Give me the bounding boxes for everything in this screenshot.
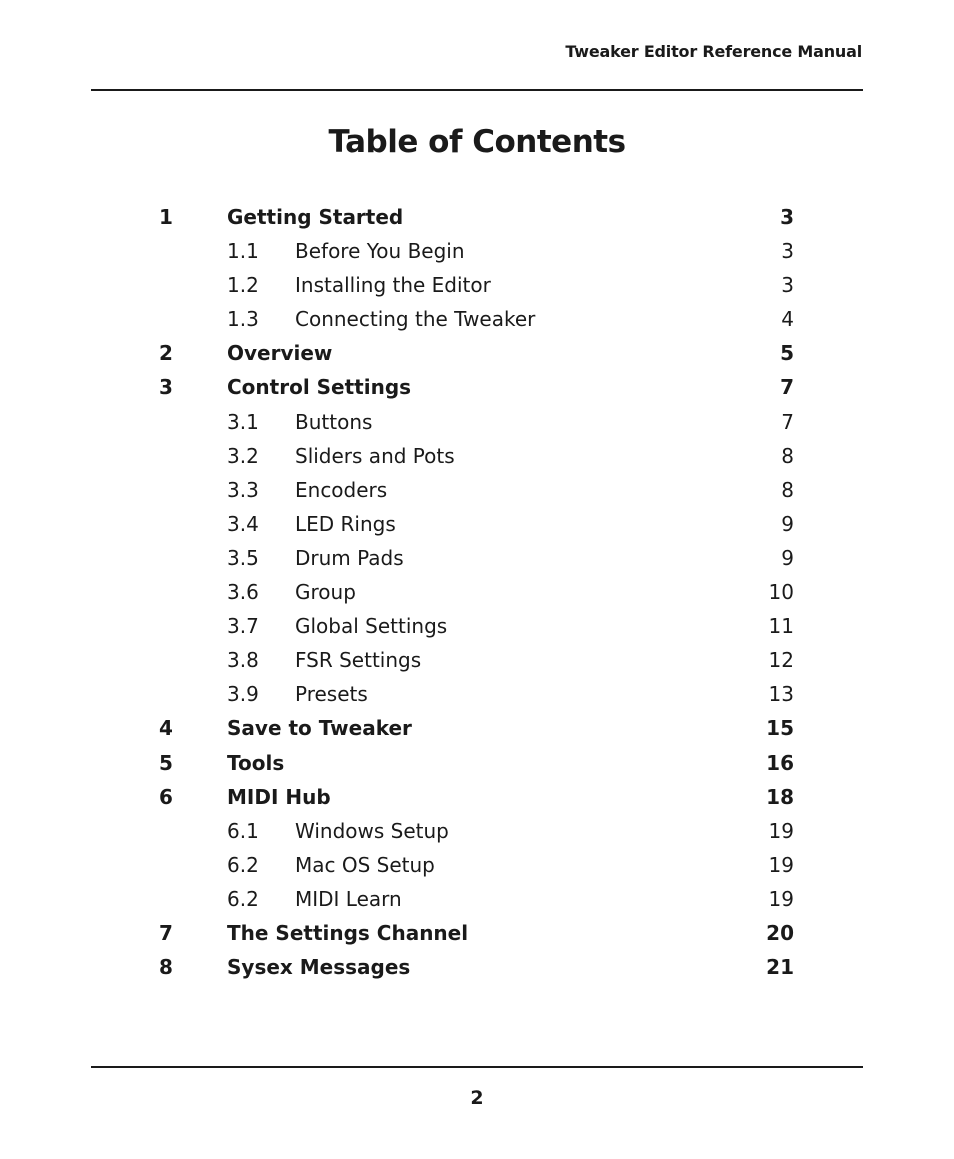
toc-section-entry[interactable]: [159, 814, 794, 848]
toc-section-entry[interactable]: [159, 302, 794, 336]
toc-entry-number: 1.2: [227, 273, 259, 298]
toc-section-entry[interactable]: [159, 609, 794, 643]
toc-entry-number: 4: [159, 716, 173, 741]
toc-entry-page: 10: [768, 580, 794, 605]
toc-entry-page: 19: [768, 886, 794, 911]
toc-entry-page: 18: [766, 784, 794, 809]
toc-entry-number: 3.9: [227, 682, 259, 707]
toc-entry-page: 19: [768, 818, 794, 843]
toc-chapter-entry[interactable]: [159, 746, 794, 780]
toc-entry-number: 2: [159, 341, 173, 366]
toc-entry-title: Getting Started: [227, 205, 404, 229]
toc-section-entry[interactable]: [159, 405, 794, 439]
footer-rule: [91, 1066, 863, 1068]
toc-entry-title: Buttons: [295, 409, 373, 434]
toc-chapter-entry[interactable]: [159, 916, 794, 950]
toc-entry-number: 3.3: [227, 477, 259, 502]
toc-entry-page: 15: [766, 716, 794, 741]
toc-entry-title: Overview: [227, 341, 333, 366]
toc-entry-page: 3: [781, 273, 794, 298]
toc-entry-title: Before You Begin: [295, 239, 465, 264]
toc-section-entry[interactable]: [159, 643, 794, 677]
toc-entry-title: Encoders: [295, 477, 388, 502]
toc-entry-title: MIDI Hub: [227, 784, 331, 809]
toc-entry-page: 13: [768, 682, 794, 707]
toc-entry-page: 9: [781, 545, 794, 570]
toc-entry-number: 7: [159, 920, 173, 945]
toc-section-entry[interactable]: [159, 439, 794, 473]
toc-entry-title: MIDI Learn: [295, 886, 402, 911]
toc-chapter-entry[interactable]: [159, 950, 794, 984]
toc-entry-number: 3.4: [227, 511, 259, 536]
toc-entry-page: 8: [781, 443, 794, 468]
toc-entry-page: 7: [780, 375, 794, 400]
toc-entry-page: 21: [766, 955, 794, 980]
toc-section-entry[interactable]: [159, 882, 794, 916]
toc-section-entry[interactable]: [159, 541, 794, 575]
toc-entry-number: 3.5: [227, 545, 259, 570]
toc-section-entry[interactable]: [159, 575, 794, 609]
toc-section-entry[interactable]: [159, 234, 794, 268]
toc-chapter-entry[interactable]: [159, 200, 794, 234]
toc-entry-title: Control Settings: [227, 375, 412, 400]
toc-entry-title: Global Settings: [295, 614, 448, 639]
toc-entry-title: Windows Setup: [295, 818, 449, 843]
running-header: Tweaker Editor Reference Manual: [565, 42, 862, 61]
toc-entry-page: 3: [781, 239, 794, 264]
toc-entry-number: 1.1: [227, 239, 259, 264]
toc-section-entry[interactable]: [159, 677, 794, 711]
toc-entry-page: 5: [780, 341, 794, 366]
toc-entry-number: 3.1: [227, 409, 259, 434]
toc-entry-page: 12: [768, 648, 794, 673]
toc-chapter-entry[interactable]: [159, 780, 794, 814]
toc-entry-title: Save to Tweaker: [227, 716, 412, 741]
toc-entry-number: 6.1: [227, 818, 259, 843]
toc-entry-title: Presets: [295, 682, 368, 707]
toc-entry-title: Group: [295, 580, 356, 605]
toc-entry-number: 3.7: [227, 614, 259, 639]
toc-entry-page: 3: [780, 205, 794, 229]
toc-entry-title: Tools: [227, 750, 285, 775]
toc-entry-page: 4: [781, 307, 794, 332]
toc-entry-title: Installing the Editor: [295, 273, 491, 298]
toc-chapter-entry[interactable]: [159, 336, 794, 370]
toc-entry-title: Sysex Messages: [227, 955, 411, 980]
toc-entry-number: 6: [159, 784, 173, 809]
toc-section-entry[interactable]: [159, 507, 794, 541]
table-of-contents: [159, 200, 794, 984]
toc-entry-number: 1: [159, 205, 173, 229]
toc-entry-page: 8: [781, 477, 794, 502]
toc-entry-page: 20: [766, 920, 794, 945]
toc-entry-title: Mac OS Setup: [295, 852, 435, 877]
toc-entry-title: Sliders and Pots: [295, 443, 455, 468]
toc-entry-title: Connecting the Tweaker: [295, 307, 536, 332]
page-title: Table of Contents: [328, 124, 626, 160]
toc-entry-page: 9: [781, 511, 794, 536]
toc-entry-number: 3.2: [227, 443, 259, 468]
toc-entry-page: 7: [781, 409, 794, 434]
toc-entry-page: 11: [768, 614, 794, 639]
toc-entry-title: Drum Pads: [295, 545, 404, 570]
toc-entry-page: 19: [768, 852, 794, 877]
toc-chapter-entry[interactable]: [159, 711, 794, 745]
toc-entry-number: 3.6: [227, 580, 259, 605]
toc-entry-number: 8: [159, 955, 173, 980]
toc-section-entry[interactable]: [159, 848, 794, 882]
toc-section-entry[interactable]: [159, 268, 794, 302]
page-number: 2: [470, 1087, 484, 1109]
toc-entry-title: The Settings Channel: [227, 920, 469, 945]
header-rule: [91, 89, 863, 91]
toc-entry-title: LED Rings: [295, 511, 396, 536]
toc-section-entry[interactable]: [159, 473, 794, 507]
toc-entry-page: 16: [766, 750, 794, 775]
toc-chapter-entry[interactable]: [159, 370, 794, 404]
toc-entry-number: 6.2: [227, 886, 259, 911]
toc-entry-number: 3.8: [227, 648, 259, 673]
toc-entry-number: 3: [159, 375, 173, 400]
toc-entry-title: FSR Settings: [295, 648, 422, 673]
toc-entry-number: 6.2: [227, 852, 259, 877]
toc-entry-number: 5: [159, 750, 173, 775]
toc-entry-number: 1.3: [227, 307, 259, 332]
